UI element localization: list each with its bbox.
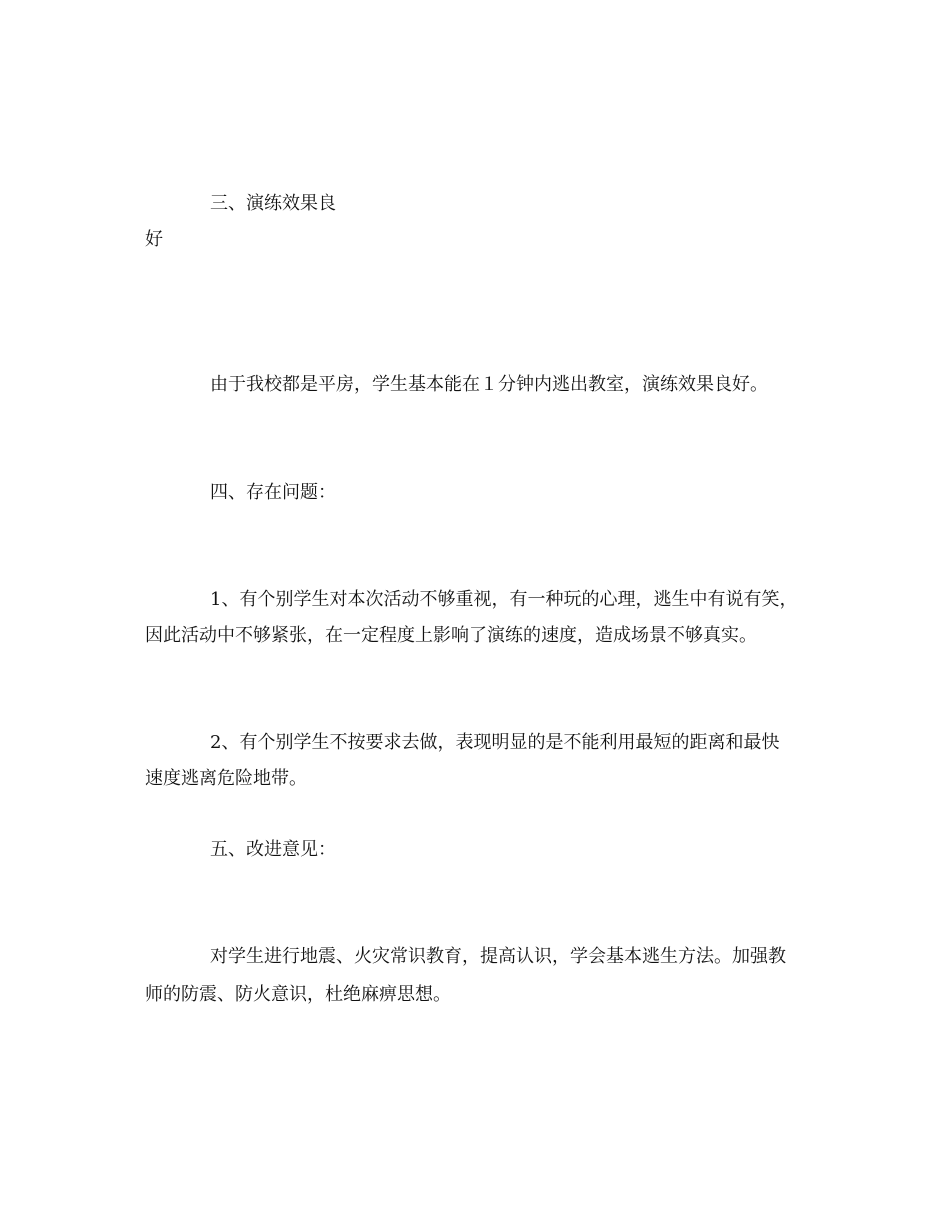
section4-item1-line1: 1、有个别学生对本次活动不够重视，有一种玩的心理，逃生中有说有笑， [210, 589, 798, 610]
section4-item1-line2: 因此活动中不够紧张，在一定程度上影响了演练的速度，造成场景不够真实。 [145, 625, 757, 646]
section4-item2-line2: 速度逃离危险地带。 [145, 768, 307, 789]
section4-heading: 四、存在问题： [210, 482, 336, 503]
section5-body-line2: 师的防震、防火意识，杜绝麻痹思想。 [145, 984, 451, 1005]
section5-heading: 五、改进意见： [210, 839, 336, 860]
section5-body-line1: 对学生进行地震、火灾常识教育，提高认识，学会基本逃生方法。加强教 [210, 946, 786, 967]
section4-item2-line1: 2、有个别学生不按要求去做，表现明显的是不能利用最短的距离和最快 [210, 732, 780, 753]
section3-heading: 三、演练效果良 [210, 193, 336, 214]
section3-body: 由于我校都是平房，学生基本能在１分钟内逃出教室，演练效果良好。 [210, 374, 768, 395]
section3-heading-wrap: 好 [145, 229, 163, 250]
